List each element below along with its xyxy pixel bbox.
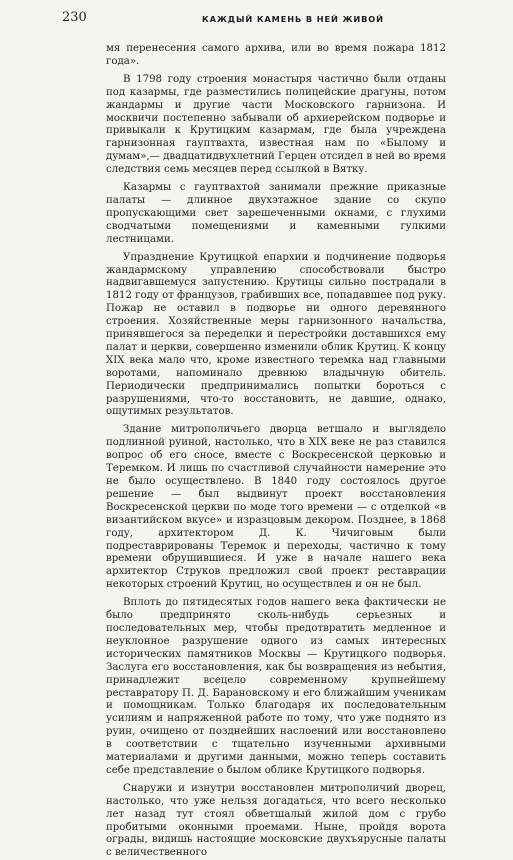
- page-header: [62, 10, 453, 26]
- paragraph: Казармы с гауптвахтой занимали прежние приказные палаты — длинное двухэтажное здание со скупо пропускающими свет зарешеченными окнами, с глухими сводчатыми помещениями и каменными гулкими лестницами.: [106, 182, 446, 245]
- paragraph: В 1798 году строения монастыря частично были отданы под казармы, где разместились полицейские драгуны, потом жандармы и другие части Московского гарнизона. И москвичи постепенно забывали об архиерейском подворье и привыкали к Крутицким казармам, где была учреждена гарнизонная гауптвахта, известная нам по «Былому и думам»,— двадцатидвухлетний Герцен отсидел в ней во время следствия семь месяцев перед ссылкой в Вятку.: [106, 73, 446, 176]
- page-number: 230: [62, 10, 87, 25]
- paragraph: Вплоть до пятидесятых годов нашего века фактически не было предпринято сколь-нибудь серьезных и последовательных мер, чтобы предотвратить медленное и неуклонное разрушение одного из самых интересных исторических памятников Москвы — Крутицкого подворья. Заслуга его восстановления, как бы возвращения из небытия, принадлежит всецело современному крупнейшему реставратору П. Д. Барановскому и его ближайшим ученикам и помощникам. Только благодаря их последовательным усилиям и напряженной работе по тому, что уже поднято из руин, очищено от позднейших наслоений или восстановлено в соответствии с тщательно изученными архивными материалами и другими данными, можно теперь составить себе представление о былом облике Крутицкого подворья.: [106, 597, 446, 776]
- running-head: КАЖДЫЙ КАМЕНЬ В НЕЙ ЖИВОЙ: [202, 14, 384, 24]
- paragraph: Здание митрополичьего дворца ветшало и выглядело подлинной руиной, настолько, что в XIX веке не раз ставился вопрос об его сносе, вместе с Воскресенской церковью и Теремком. И лишь по счастливой случайности намерение это не было осуществлено. В 1840 году состоялось другое решение — был выдвинут проект восстановления Воскресенской церкви по моде того времени — с отделкой «в византийском вкусе» и изразцовым декором. Позднее, в 1868 году, архитектором Д. К. Чичиговым были подреставрированы Теремок и переходы, частично к тому времени обрушившиеся. И уже в начале нашего века архитектор Струков предложил свой проект реставрации некоторых строений Крутиц, но осуществлен и он не был.: [106, 424, 446, 591]
- paragraph: мя перенесения самого архива, или во время пожара 1812 года».: [106, 43, 446, 67]
- paragraph: Упразднение Крутицкой епархии и подчинение подворья жандармскому управлению способствовали быстро надвигавшемуся запустению. Крутицы сильно пострадали в 1812 году от французов, грабивших все, попадавшее под руку. Пожар не оставил в подворье ни одного деревянного строения. Хозяйственные меры гарнизонного начальства, принявшегося за переделки и перестройки доставшихся ему палат и церкви, совершенно изменили облик Крутиц. К концу XIX века мало что, кроме известного теремка над главными воротами, напоминало древнюю владычную обитель. Периодически предпринимались попытки бороться с разрушениями, что-то восстановить, не давшие, однако, ощутимых результатов.: [106, 251, 446, 418]
- paragraph: Снаружи и изнутри восстановлен митрополичий дворец, настолько, что уже нельзя догадаться, что всего несколько лет назад тут стоял обветшалый жилой дом с грубо пробитыми оконными проемами. Ныне, пройдя ворота ограды, видишь настоящие московские двухъярусные палаты с величественного: [106, 782, 446, 859]
- body-text: [106, 43, 446, 860]
